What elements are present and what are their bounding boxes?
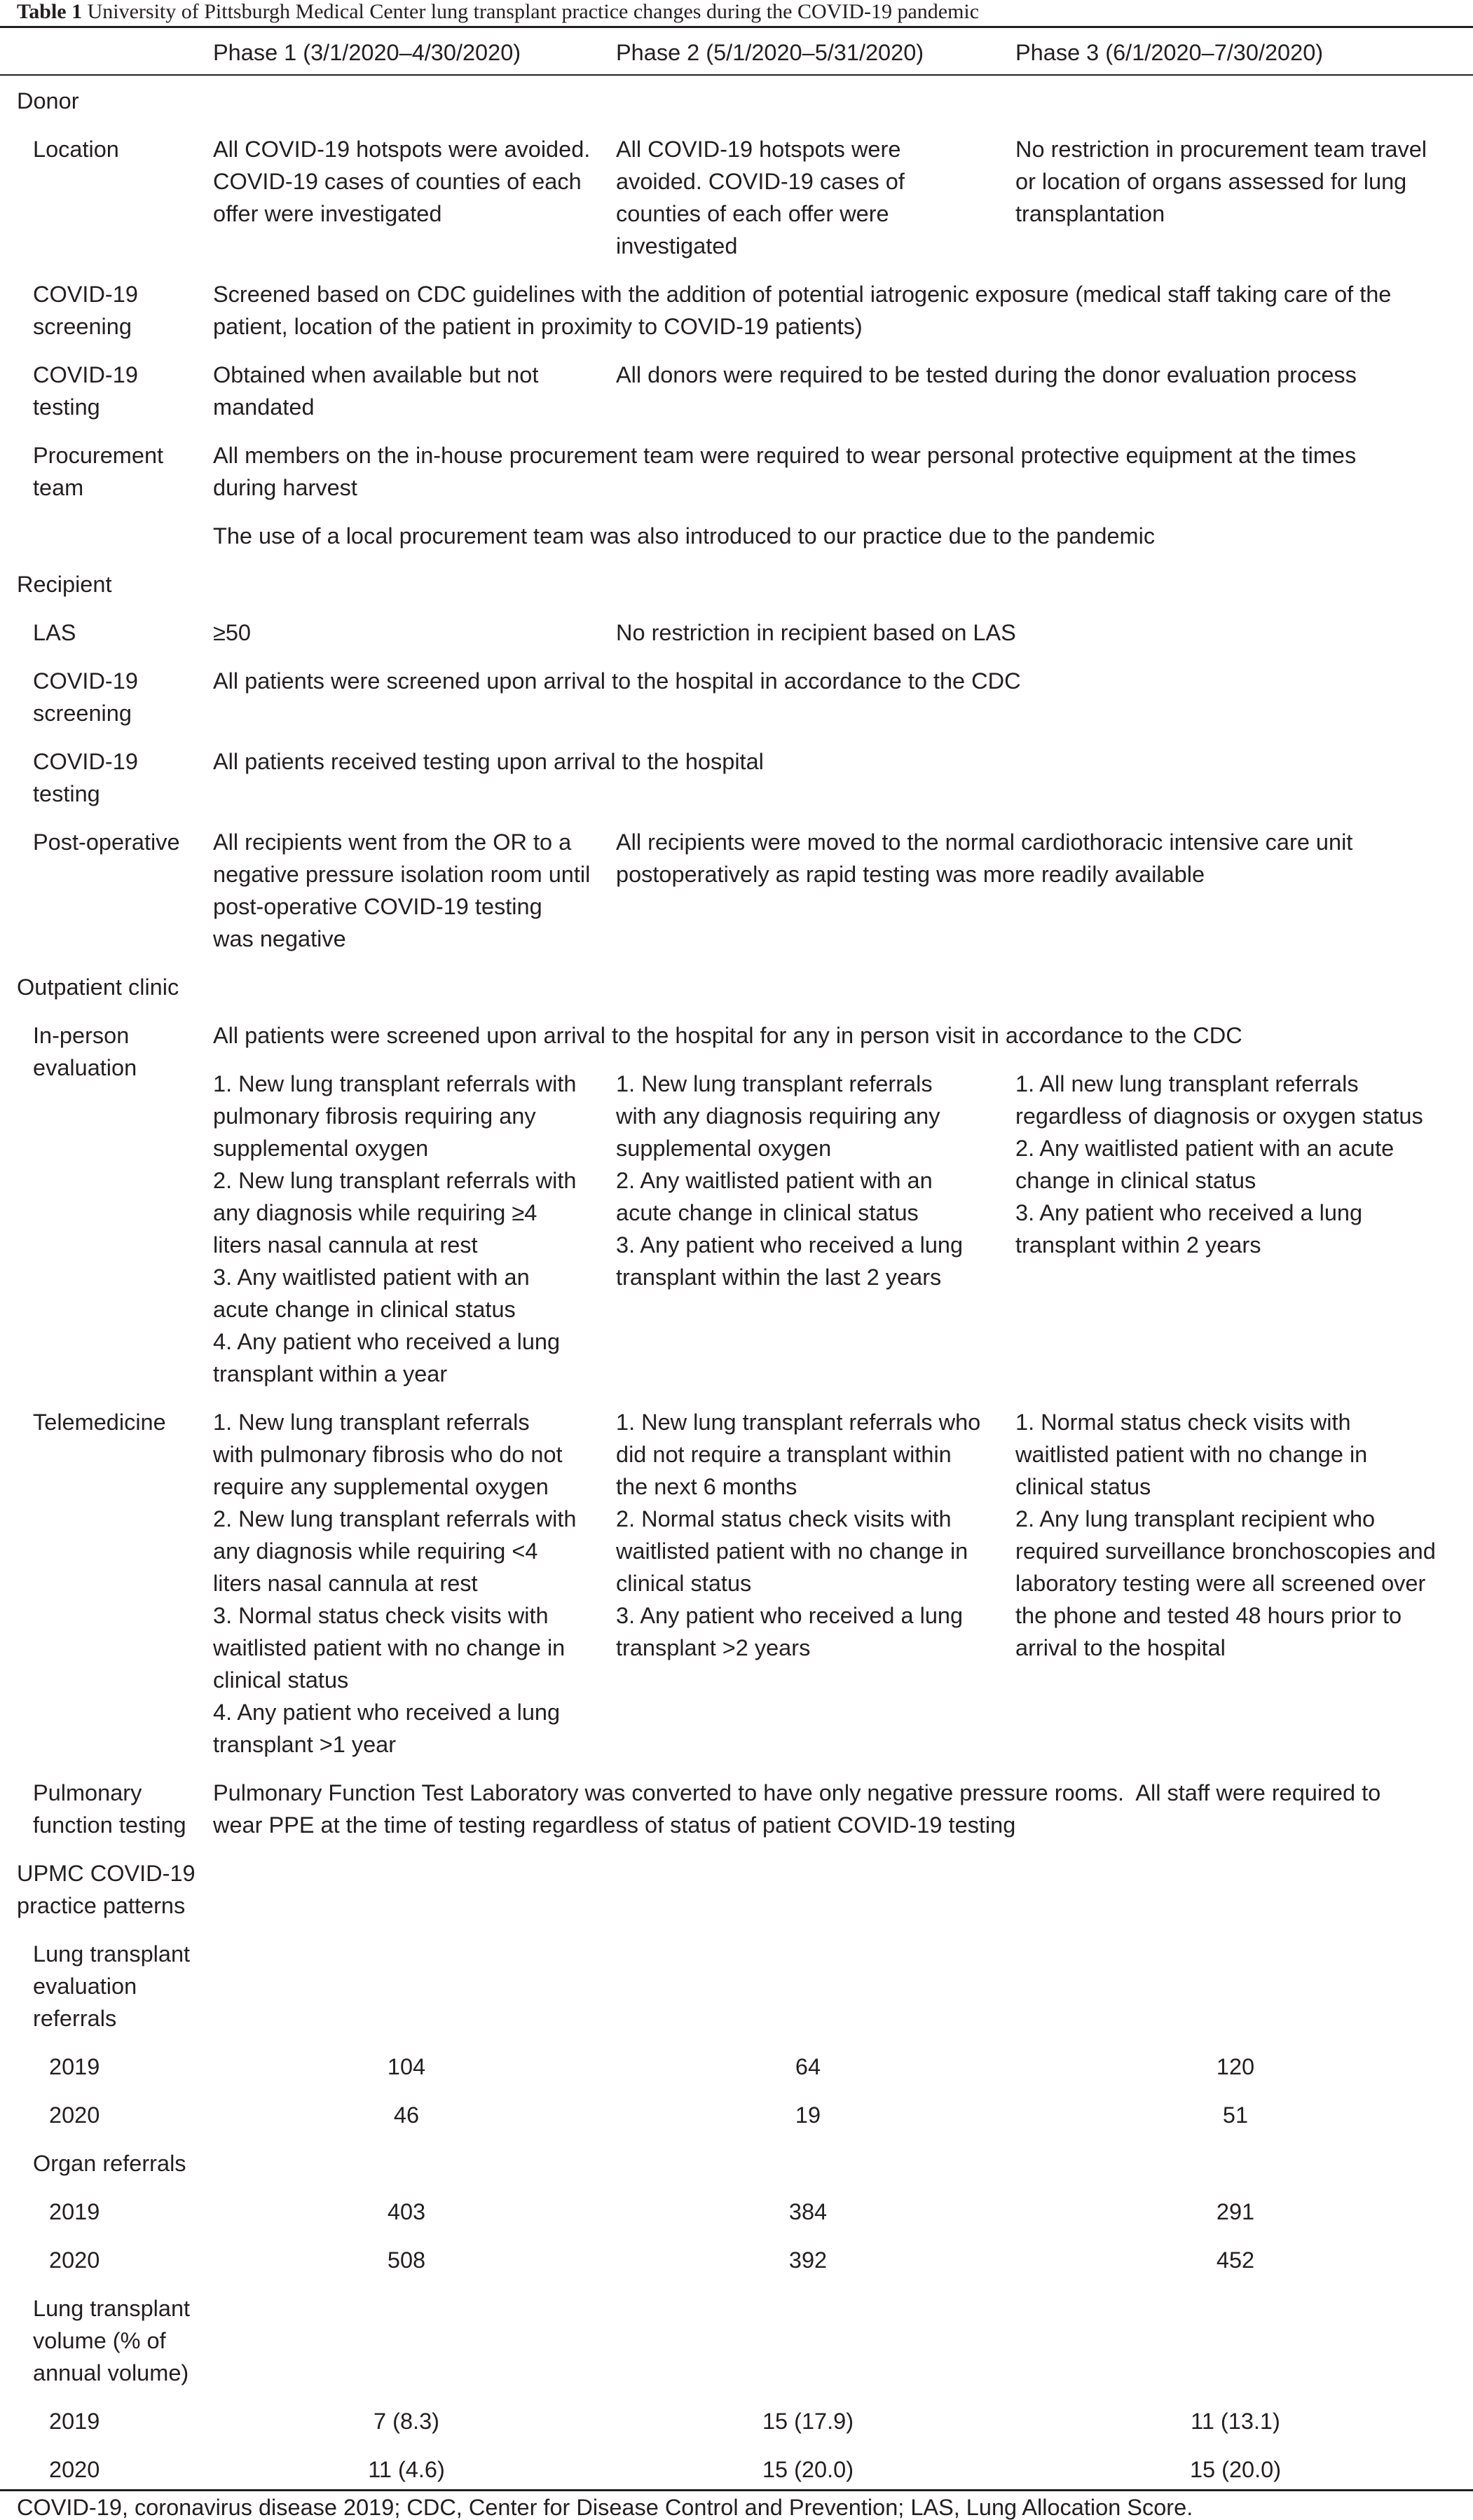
telemedicine-phase-3: 1. Normal status check visits with waitlisted patient with no change in clinical status 2. Any lung transplant recipient who required surveillance bronchoscopies and laboratory testing were all screened over the phone and tested 48 hours prior to arrival to the hospital	[1015, 1410, 1436, 1660]
location-phase-3: No restriction in procurement team travel or location of organs assessed for lung transplantation	[1015, 137, 1427, 226]
row-label-in-person: In-person evaluation	[33, 1023, 137, 1080]
recipient-testing-all-phases: All patients received testing upon arrival to the hospital	[213, 749, 764, 774]
las-phase-1: ≥50	[213, 620, 251, 645]
organ-referrals-2019-phase-2: 384	[788, 2199, 828, 2224]
location-phase-2: All COVID-19 hotspots were avoided. COVID-19 cases of counties of each offer were investigated	[616, 137, 905, 259]
postop-phase-1: All recipients went from the OR to a negative pressure isolation room until post-operative COVID-19 testing was negative	[213, 829, 591, 951]
donor-screening-all-phases: Screened based on CDC guidelines with the addition of potential iatrogenic exposure (medical staff taking care of the patient, location of the patient in proximity to COVID-19 patients)	[213, 282, 1392, 339]
volume-2019-year: 2019	[49, 2409, 100, 2434]
row-label-donor-screening: COVID-19 screening	[33, 282, 138, 339]
pft-all-phases: Pulmonary Function Test Laboratory was converted to have only negative pressure rooms. All staff were required to wear PPE at the time of testing regardless of status of patient COVID-19 testing	[213, 1780, 1381, 1838]
eval-referrals-2019-phase-1: 104	[387, 2054, 426, 2079]
volume-2020-year: 2020	[49, 2457, 100, 2482]
row-label-post-operative: Post-operative	[33, 829, 180, 855]
recipient-screening-all-phases: All patients were screened upon arrival to the hospital in accordance to the CDC	[213, 668, 1021, 694]
location-phase-1: All COVID-19 hotspots were avoided. COVID-19 cases of counties of each offer were investigated	[213, 137, 591, 226]
header-rule	[0, 74, 1473, 76]
telemedicine-phase-2: 1. New lung transplant referrals who did not require a transplant within the next 6 months 2. Normal status check visits with waitlisted patient with no change in clinical status 3. Any patient who received a lung transplant >2 years	[616, 1410, 981, 1660]
organ-referrals-2019-phase-3: 291	[1216, 2199, 1255, 2224]
table-footnote: COVID-19, coronavirus disease 2019; CDC, Center for Disease Control and Prevention; LAS, Lung Allocation Score.	[17, 2495, 1193, 2520]
top-rule	[0, 26, 1473, 28]
postop-phase-2-3: All recipients were moved to the normal cardiothoracic intensive care unit postoperatively as rapid testing was more readily available	[616, 829, 1353, 887]
eval-referrals-2020-phase-3: 51	[1222, 2102, 1249, 2128]
section-donor: Donor	[17, 88, 79, 113]
eval-referrals-2019-phase-3: 120	[1216, 2054, 1255, 2079]
procurement-local-team: The use of a local procurement team was also introduced to our practice due to the pandemic	[213, 523, 1156, 549]
header-phase-1: Phase 1 (3/1/2020–4/30/2020)	[213, 40, 521, 65]
donor-testing-phase-2-3: All donors were required to be tested during the donor evaluation process	[616, 362, 1357, 387]
eval-referrals-2019-phase-2: 64	[795, 2054, 821, 2079]
organ-referrals-2020-phase-1: 508	[387, 2247, 426, 2273]
row-label-pft: Pulmonary function testing	[33, 1780, 186, 1838]
volume-2019-phase-1: 7 (8.3)	[374, 2409, 439, 2434]
in-person-phase-3: 1. All new lung transplant referrals regardless of diagnosis or oxygen status 2. Any waitlisted patient with an acute change in clinical status 3. Any patient who received a lung transplant within 2 years	[1015, 1071, 1423, 1258]
in-person-all-phases: All patients were screened upon arrival to the hospital for any in person visit in accordance to the CDC	[213, 1023, 1242, 1048]
header-phase-2: Phase 2 (5/1/2020–5/31/2020)	[616, 40, 924, 65]
row-label-recipient-testing: COVID-19 testing	[33, 749, 138, 806]
eval-referrals-2020-phase-2: 19	[795, 2102, 821, 2128]
volume-2020-phase-2: 15 (20.0)	[762, 2457, 854, 2482]
row-label-eval-referrals: Lung transplant evaluation referrals	[33, 1941, 191, 2031]
volume-2019-phase-2: 15 (17.9)	[762, 2409, 854, 2434]
row-label-telemedicine: Telemedicine	[33, 1410, 166, 1435]
header-phase-3: Phase 3 (6/1/2020–7/30/2020)	[1015, 40, 1324, 65]
organ-referrals-2019-year: 2019	[49, 2199, 100, 2224]
row-label-las: LAS	[33, 620, 76, 645]
eval-referrals-2020-year: 2020	[49, 2102, 100, 2128]
volume-2020-phase-1: 11 (4.6)	[368, 2457, 445, 2482]
table-title: University of Pittsburgh Medical Center lung transplant practice changes during the COVID-19 pandemic	[87, 0, 980, 23]
las-phase-2-3: No restriction in recipient based on LAS	[616, 620, 1016, 645]
eval-referrals-2019-year: 2019	[49, 2054, 100, 2079]
volume-2019-phase-3: 11 (13.1)	[1191, 2409, 1280, 2434]
table-caption	[17, 0, 1460, 24]
section-outpatient: Outpatient clinic	[17, 975, 179, 1000]
organ-referrals-2020-phase-3: 452	[1216, 2247, 1255, 2273]
volume-2020-phase-3: 15 (20.0)	[1189, 2457, 1282, 2482]
organ-referrals-2019-phase-1: 403	[387, 2199, 426, 2224]
donor-testing-phase-1: Obtained when available but not mandated	[213, 362, 539, 420]
eval-referrals-2020-phase-1: 46	[393, 2102, 420, 2128]
telemedicine-phase-1: 1. New lung transplant referrals with pulmonary fibrosis who do not require any supplemental oxygen 2. New lung transplant referrals with any diagnosis while requiring <4 liters nasal cannula at rest 3. Normal status check visits with waitlisted patient with no change in clinical status 4. Any patient who received a lung transplant >1 year	[213, 1410, 577, 1757]
organ-referrals-2020-phase-2: 392	[788, 2247, 828, 2273]
section-upmc: UPMC COVID-19 practice patterns	[17, 1861, 196, 1918]
in-person-phase-1: 1. New lung transplant referrals with pulmonary fibrosis requiring any supplemental oxygen 2. New lung transplant referrals with any diagnosis while requiring ≥4 liters nasal cannula at rest 3. Any waitlisted patient with an acute change in clinical status 4. Any patient who received a lung transplant within a year	[213, 1071, 577, 1386]
row-label-procurement: Procurement team	[33, 443, 164, 500]
procurement-ppe: All members on the in-house procurement team were required to wear personal protective equipment at the times during harvest	[213, 443, 1357, 500]
row-label-transplant-volume: Lung transplant volume (% of annual volume)	[33, 2296, 191, 2385]
bottom-rule	[0, 2489, 1473, 2491]
row-label-donor-testing: COVID-19 testing	[33, 362, 138, 420]
in-person-phase-2: 1. New lung transplant referrals with any diagnosis requiring any supplemental oxygen 2. Any waitlisted patient with an acute change in clinical status 3. Any patient who received a lung transplant within the last 2 years	[616, 1071, 964, 1290]
organ-referrals-2020-year: 2020	[49, 2247, 100, 2273]
section-recipient: Recipient	[17, 572, 112, 597]
row-label-organ-referrals: Organ referrals	[33, 2151, 186, 2176]
row-label-recipient-screening: COVID-19 screening	[33, 668, 138, 726]
table-label: Table 1	[17, 0, 83, 23]
row-label-location: Location	[33, 137, 119, 162]
